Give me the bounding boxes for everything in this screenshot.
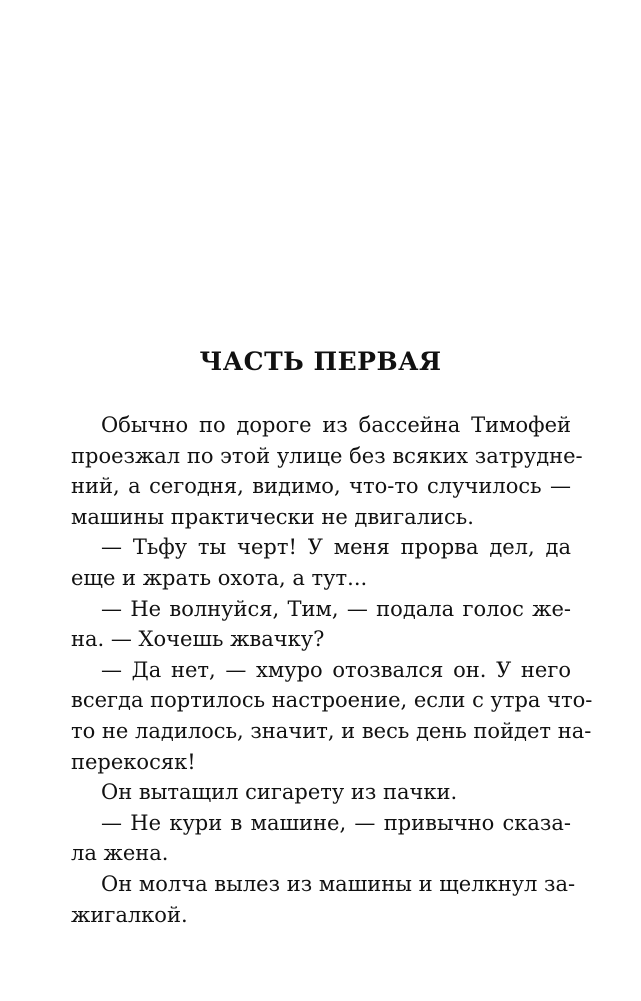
text-line: — Тьфу ты черт! У меня прорва дел, да: [101, 535, 571, 560]
body-text: [71, 410, 593, 930]
text-line: — Не кури в машине, — привычно сказа-: [101, 810, 571, 835]
text-line: ний, а сегодня, видимо, что-то случилось —: [71, 474, 571, 499]
text-line: Обычно по дороге из бассейна Тимофей: [101, 413, 571, 437]
text-line: — Да нет, — хмуро отозвался он. У него: [101, 657, 571, 682]
text-line: проезжал по этой улице без всяких затрудне-: [71, 443, 583, 468]
text-line: машины практически не двигались.: [71, 504, 474, 529]
text-line: всегда портилось настроение, если с утра что-: [71, 688, 593, 713]
text-line: Он молча вылез из машины и щелкнул за-: [101, 871, 576, 896]
text-line: — Не волнуйся, Тим, — подала голос же-: [101, 596, 571, 621]
chapter-title: ЧАСТЬ ПЕРВАЯ: [199, 347, 442, 376]
text-line: то не ладилось, значит, и весь день пойдет на-: [71, 718, 592, 743]
text-line: ла жена.: [71, 841, 169, 866]
text-line: перекосяк!: [71, 749, 196, 774]
text-line: Он вытащил сигарету из пачки.: [101, 780, 458, 805]
text-line: жигалкой.: [71, 902, 188, 927]
text-line: на. — Хочешь жвачку?: [71, 627, 325, 652]
text-line: еще и жрать охота, а тут...: [71, 565, 368, 590]
